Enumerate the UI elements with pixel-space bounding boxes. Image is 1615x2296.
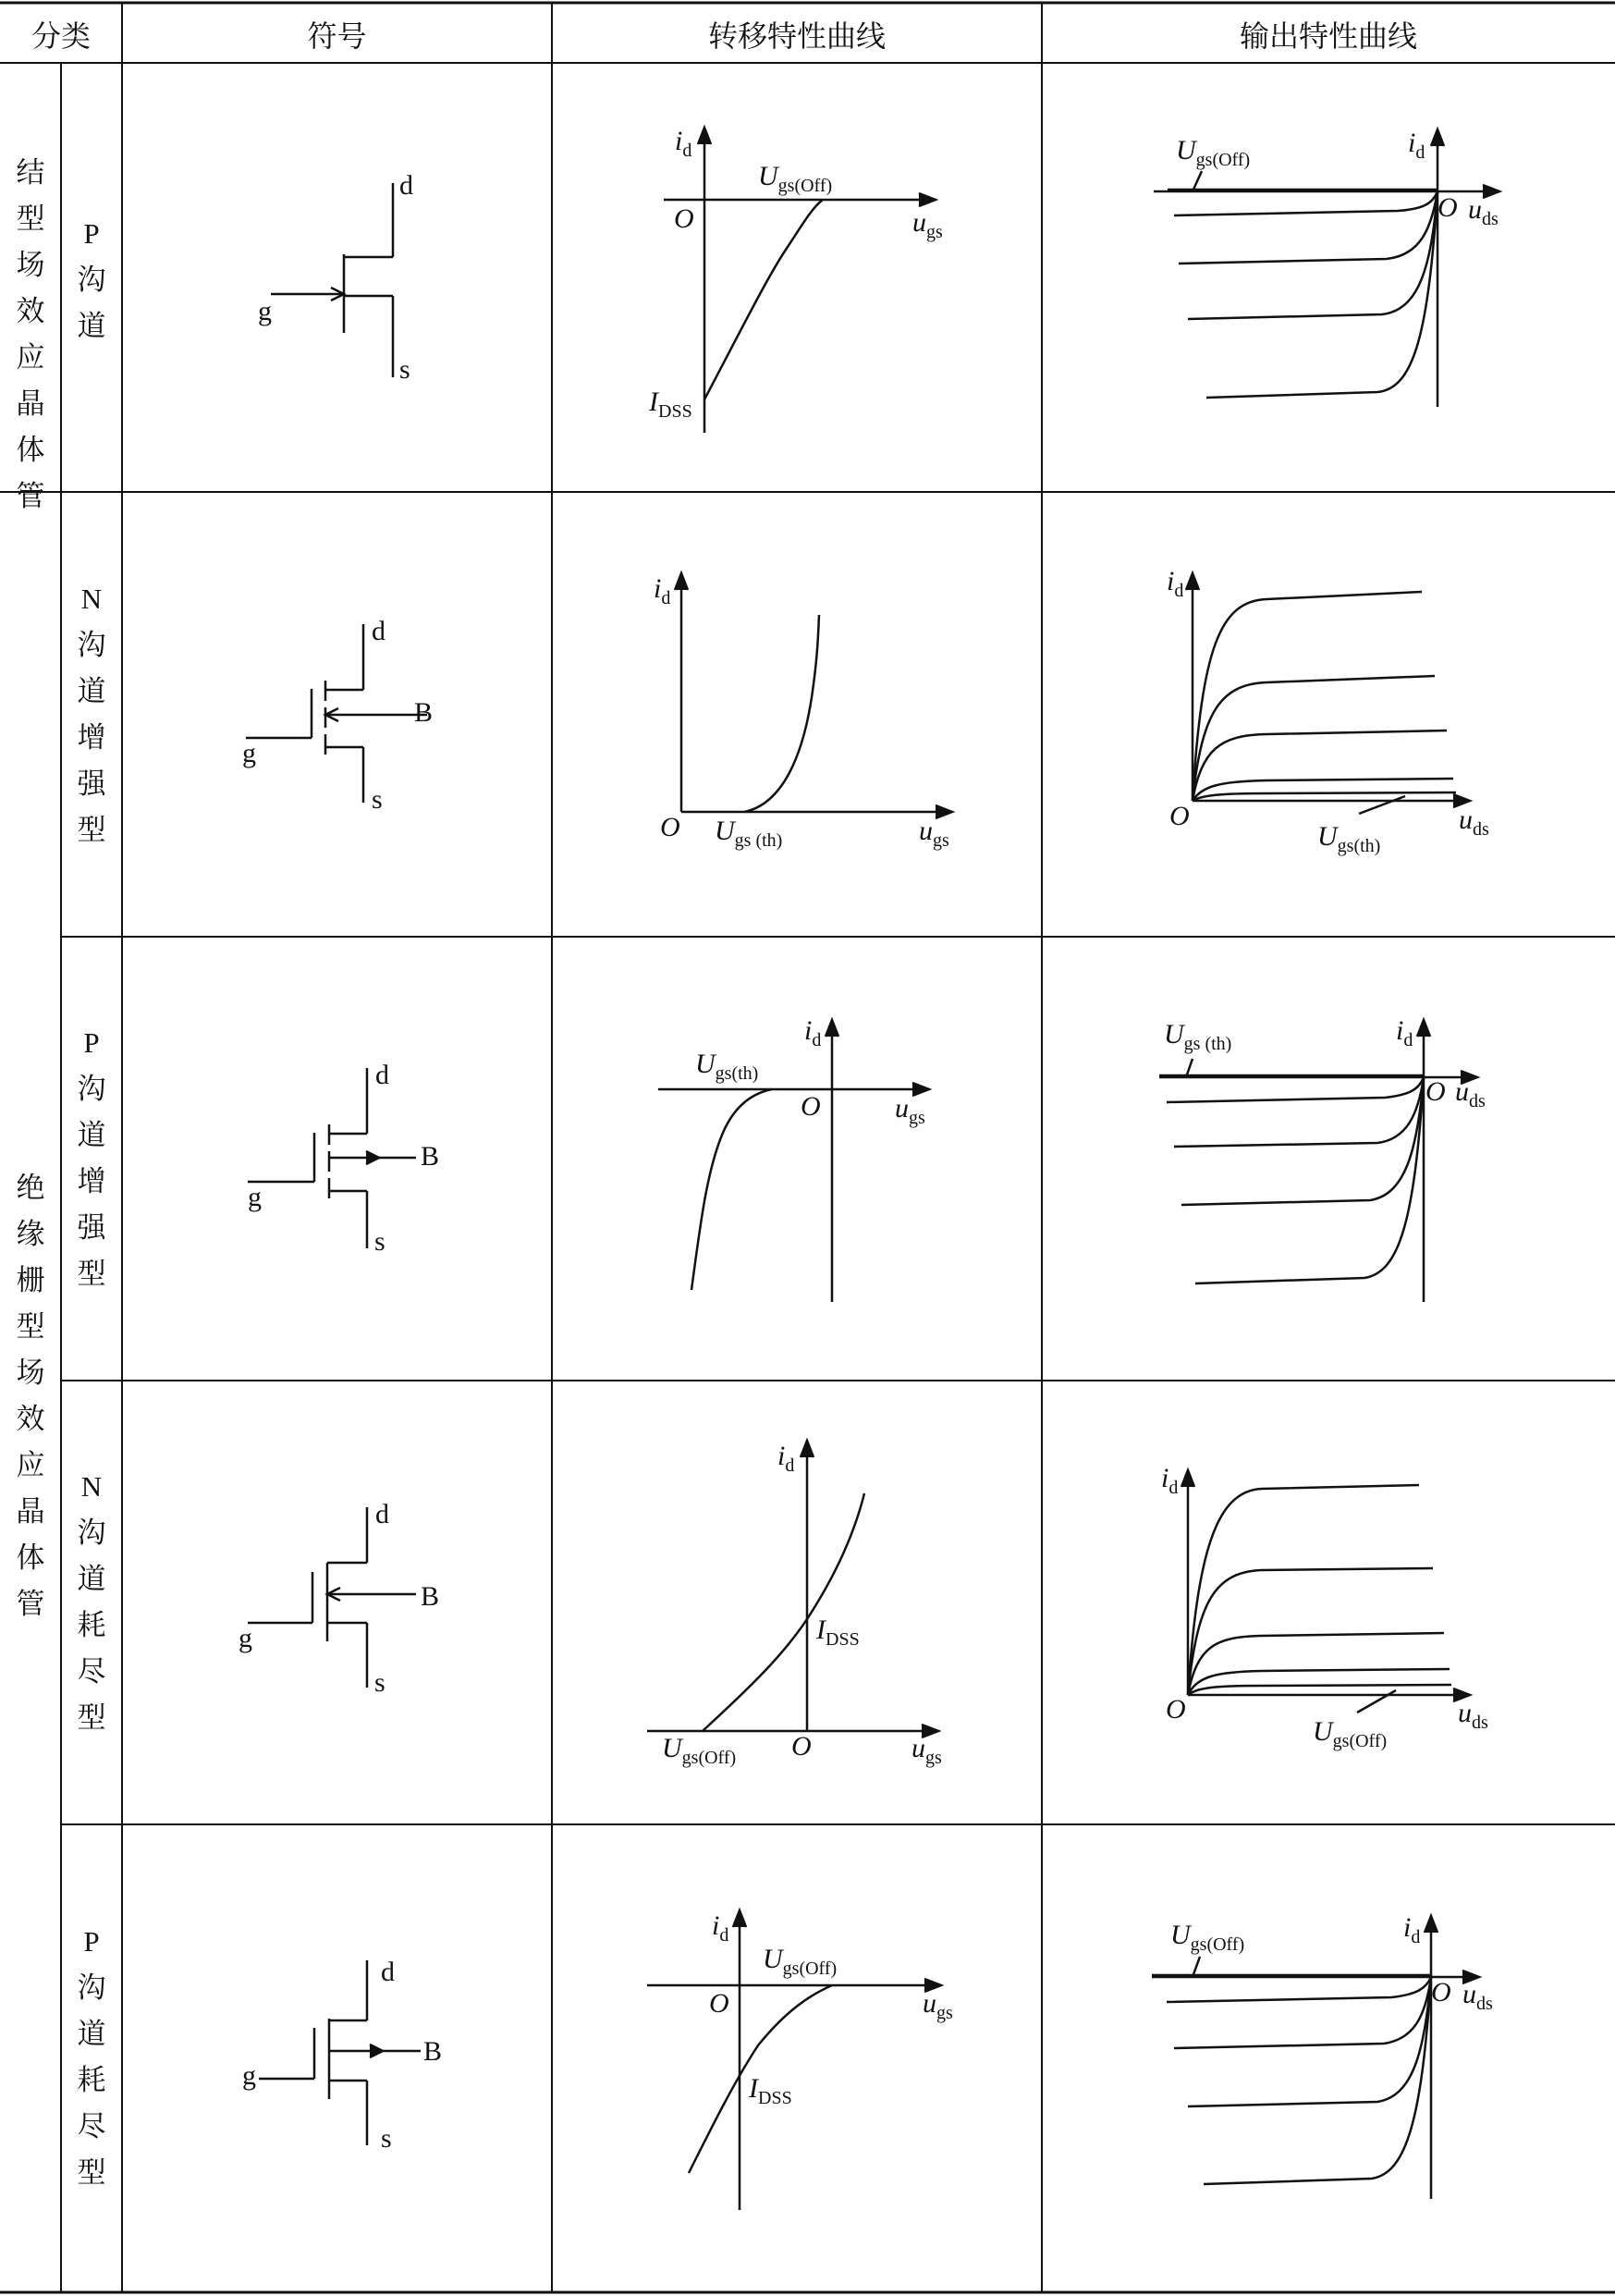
group-label-jfet: 结型场效应晶体管 xyxy=(16,156,45,512)
channel-type: 沟道耗尽型 xyxy=(77,1516,106,1734)
output-origin-label: O xyxy=(1169,801,1190,831)
group-label-mosfet: 绝缘栅型场效应晶体管 xyxy=(16,1172,45,1620)
symbol-bulk-label: B xyxy=(421,1581,440,1612)
transfer-threshold-label: $U_{gs(Off)}$ xyxy=(662,1733,737,1768)
output-uds-label: $u_{ds}$ xyxy=(1459,804,1489,840)
output-uds-label: $u_{ds}$ xyxy=(1455,1076,1486,1111)
transfer-threshold-label: $U_{gs(th)}$ xyxy=(695,1049,759,1084)
symbol-source-label: s xyxy=(381,2123,392,2154)
symbol-drain-label: d xyxy=(372,616,385,646)
transfer-id-label: $i_d$ xyxy=(777,1441,795,1476)
symbol-gate-label: g xyxy=(242,2060,256,2091)
transfer-ugs-label: $u_{gs}$ xyxy=(911,1733,942,1768)
output-uds-label: $u_{ds}$ xyxy=(1458,1698,1488,1733)
transfer-ugs-label: $u_{gs}$ xyxy=(923,1988,953,2023)
symbol-bulk-label: B xyxy=(423,2036,443,2067)
transfer-id-label: $i_d$ xyxy=(675,126,692,161)
transfer-origin-label: O xyxy=(660,812,680,842)
channel-letter: N xyxy=(80,583,103,615)
output-threshold-label: $U_{gs(th)}$ xyxy=(1317,821,1381,856)
channel-type: 沟道增强型 xyxy=(77,629,106,846)
header-symbol: 符号 xyxy=(307,19,367,53)
output-id-label: $i_d$ xyxy=(1167,566,1184,601)
transfer-idss-label: $I_{DSS}$ xyxy=(816,1615,860,1650)
output-id-label: $i_d$ xyxy=(1396,1015,1413,1050)
output-ref-label: $U_{gs(Off)}$ xyxy=(1176,135,1251,170)
channel-type: 沟道耗尽型 xyxy=(77,1971,106,2189)
transfer-threshold-label: $U_{gs(Off)}$ xyxy=(763,1944,838,1979)
output-id-label: $i_d$ xyxy=(1408,128,1425,163)
transfer-id-label: $i_d$ xyxy=(804,1015,822,1050)
channel-letter: P xyxy=(83,1026,100,1059)
output-origin-label: O xyxy=(1438,192,1458,223)
header-output-curve: 输出特性曲线 xyxy=(1239,19,1417,53)
output-origin-label: O xyxy=(1166,1694,1186,1725)
transfer-id-label: $i_d$ xyxy=(654,573,671,608)
symbol-source-label: s xyxy=(374,1226,385,1257)
output-ref-label: $U_{gs(Off)}$ xyxy=(1313,1716,1388,1751)
transfer-idss-label: $I_{DSS}$ xyxy=(749,2073,792,2108)
symbol-drain-label: d xyxy=(399,170,413,201)
transfer-ugs-label: $u_{gs}$ xyxy=(912,207,943,242)
transfer-threshold-label: $U_{gs (th)}$ xyxy=(715,816,783,851)
transfer-ugs-label: $u_{gs}$ xyxy=(919,816,949,851)
transfer-ugs-label: $u_{gs}$ xyxy=(895,1093,925,1128)
output-id-label: $i_d$ xyxy=(1161,1463,1179,1498)
channel-letter: P xyxy=(83,1925,100,1958)
output-ref-label: $U_{gs (th)}$ xyxy=(1164,1019,1232,1054)
output-origin-label: O xyxy=(1425,1076,1446,1107)
symbol-bulk-label: B xyxy=(414,697,434,728)
symbol-source-label: s xyxy=(399,354,410,385)
symbol-source-label: s xyxy=(372,784,383,815)
output-uds-label: $u_{ds}$ xyxy=(1468,194,1499,229)
symbol-drain-label: d xyxy=(375,1499,389,1529)
output-uds-label: $u_{ds}$ xyxy=(1462,1979,1493,2014)
symbol-source-label: s xyxy=(374,1667,385,1698)
symbol-gate-label: g xyxy=(242,738,256,768)
transfer-threshold-label: $U_{gs(Off)}$ xyxy=(758,161,833,196)
symbol-gate-label: g xyxy=(248,1182,262,1212)
header-transfer-curve: 转移特性曲线 xyxy=(707,19,886,53)
output-ref-label: $U_{gs(Off)}$ xyxy=(1170,1920,1245,1955)
transfer-origin-label: O xyxy=(791,1731,812,1762)
output-origin-label: O xyxy=(1431,1977,1451,2007)
symbol-drain-label: d xyxy=(381,1957,395,1987)
transfer-idss-label: $I_{DSS}$ xyxy=(649,387,692,422)
symbol-bulk-label: B xyxy=(421,1141,440,1172)
transfer-origin-label: O xyxy=(801,1091,821,1122)
channel-letter: N xyxy=(80,1470,103,1503)
channel-letter: P xyxy=(83,217,100,250)
channel-type: 沟道增强型 xyxy=(77,1073,106,1290)
transfer-origin-label: O xyxy=(709,1988,729,2019)
symbol-drain-label: d xyxy=(375,1060,389,1090)
symbol-gate-label: g xyxy=(258,296,272,326)
transfer-id-label: $i_d$ xyxy=(712,1910,729,1946)
channel-type: 沟道 xyxy=(77,264,106,342)
header-category: 分类 xyxy=(31,19,91,53)
symbol-gate-label: g xyxy=(239,1623,252,1653)
output-id-label: $i_d$ xyxy=(1403,1912,1421,1947)
transfer-origin-label: O xyxy=(674,203,694,234)
